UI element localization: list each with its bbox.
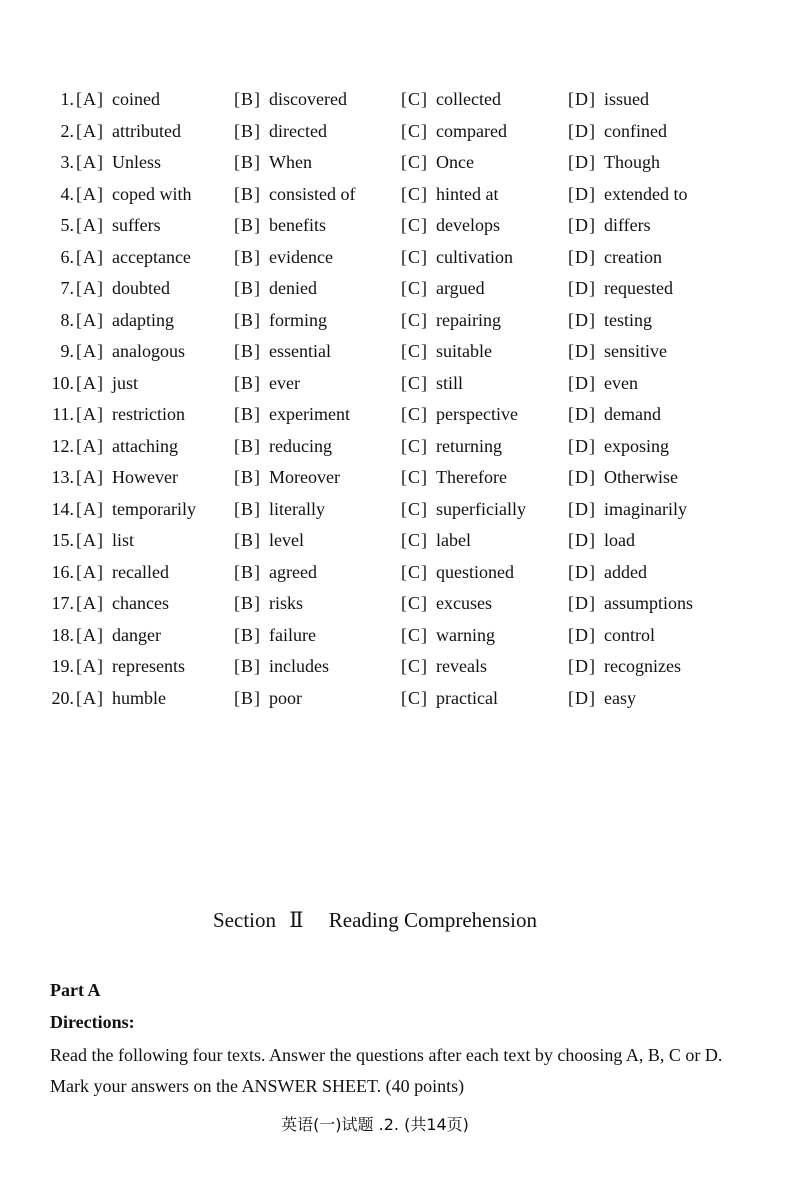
option-marker: [C] xyxy=(401,89,428,109)
part-title: Part A xyxy=(50,980,101,1000)
option-a xyxy=(76,494,196,526)
option-marker: [C] xyxy=(401,309,428,330)
option-b xyxy=(234,305,327,337)
option-marker: [A] xyxy=(76,278,104,298)
option-b xyxy=(234,651,329,683)
question-number: 9. xyxy=(60,341,74,361)
option-marker: [C] xyxy=(401,530,428,550)
option-text: confined xyxy=(604,120,667,141)
option-marker: [C] xyxy=(401,593,428,613)
option-text: Therefore xyxy=(436,467,507,487)
option-a xyxy=(76,462,178,494)
option-marker: [D] xyxy=(568,152,596,172)
question-row xyxy=(0,588,800,620)
page-footer: 英语(一)试题 .2. (共14页) xyxy=(281,1115,469,1134)
option-text: cultivation xyxy=(436,246,513,267)
option-b xyxy=(234,525,304,557)
option-marker: [B] xyxy=(234,215,261,235)
option-c xyxy=(401,651,487,683)
option-d xyxy=(568,462,678,494)
option-a xyxy=(76,431,178,463)
option-marker: [C] xyxy=(401,215,428,235)
section-title xyxy=(0,908,750,933)
option-marker: [D] xyxy=(568,530,596,550)
option-marker: [B] xyxy=(234,624,261,645)
question-number: 13. xyxy=(51,467,74,487)
option-text: perspective xyxy=(436,404,518,424)
option-a xyxy=(76,683,166,715)
option-d xyxy=(568,683,636,715)
option-text: agreed xyxy=(269,561,317,582)
question-row xyxy=(0,683,800,715)
option-c xyxy=(401,683,498,715)
option-marker: [B] xyxy=(234,341,261,361)
option-text: attaching xyxy=(112,435,178,456)
option-d xyxy=(568,305,652,337)
option-marker: [C] xyxy=(401,120,428,141)
option-text: argued xyxy=(436,278,485,298)
option-a xyxy=(76,273,170,305)
option-d xyxy=(568,588,693,620)
question-row xyxy=(0,336,800,368)
option-marker: [D] xyxy=(568,624,596,645)
option-marker: [A] xyxy=(76,152,104,172)
question-number: 20. xyxy=(51,687,74,708)
option-a xyxy=(76,336,185,368)
question-row xyxy=(0,399,800,431)
option-c xyxy=(401,336,492,368)
question-row xyxy=(0,210,800,242)
option-marker: [A] xyxy=(76,656,104,676)
option-marker: [D] xyxy=(568,278,596,298)
option-marker: [C] xyxy=(401,152,428,172)
option-c xyxy=(401,399,518,431)
option-text: literally xyxy=(269,498,325,519)
question-row xyxy=(0,273,800,305)
option-text: doubted xyxy=(112,278,170,298)
option-b xyxy=(234,557,317,589)
question-number: 4. xyxy=(60,183,74,204)
option-b xyxy=(234,336,331,368)
option-marker: [A] xyxy=(76,467,104,487)
option-text: adapting xyxy=(112,309,174,330)
option-marker: [B] xyxy=(234,120,261,141)
option-b xyxy=(234,147,312,179)
option-text: develops xyxy=(436,215,500,235)
option-c xyxy=(401,525,471,557)
option-text: easy xyxy=(604,687,636,708)
option-marker: [A] xyxy=(76,89,104,109)
option-text: evidence xyxy=(269,246,333,267)
option-text: includes xyxy=(269,656,329,676)
option-a xyxy=(76,305,174,337)
option-a xyxy=(76,588,169,620)
option-d xyxy=(568,431,669,463)
option-marker: [A] xyxy=(76,624,104,645)
option-marker: [B] xyxy=(234,593,261,613)
option-a xyxy=(76,210,161,242)
option-marker: [C] xyxy=(401,498,428,519)
option-b xyxy=(234,494,325,526)
option-marker: [A] xyxy=(76,593,104,613)
option-a xyxy=(76,179,191,211)
option-text: failure xyxy=(269,624,316,645)
option-marker: [A] xyxy=(76,341,104,361)
option-text: represents xyxy=(112,656,185,676)
option-marker: [C] xyxy=(401,183,428,204)
option-marker: [B] xyxy=(234,246,261,267)
question-number: 17. xyxy=(51,593,74,613)
option-text: benefits xyxy=(269,215,326,235)
option-marker: [A] xyxy=(76,309,104,330)
section-number: Ⅱ xyxy=(289,908,304,932)
option-marker: [C] xyxy=(401,278,428,298)
option-text: added xyxy=(604,561,647,582)
option-text: questioned xyxy=(436,561,514,582)
option-text: requested xyxy=(604,278,673,298)
option-text: list xyxy=(112,530,135,550)
question-number: 2. xyxy=(60,120,74,141)
option-text: Unless xyxy=(112,152,161,172)
option-d xyxy=(568,368,638,400)
option-c xyxy=(401,147,474,179)
option-b xyxy=(234,179,355,211)
option-marker: [B] xyxy=(234,183,261,204)
option-text: consisted of xyxy=(269,183,356,204)
option-marker: [C] xyxy=(401,435,428,456)
option-marker: [B] xyxy=(234,435,261,456)
option-text: excuses xyxy=(436,593,492,613)
option-marker: [D] xyxy=(568,183,596,204)
option-b xyxy=(234,368,300,400)
option-marker: [A] xyxy=(76,404,104,424)
option-b xyxy=(234,116,327,148)
option-c xyxy=(401,588,492,620)
option-text: collected xyxy=(436,89,501,109)
question-number: 19. xyxy=(51,656,74,676)
option-d xyxy=(568,651,681,683)
option-text: assumptions xyxy=(604,593,694,613)
option-d xyxy=(568,116,667,148)
question-number: 3. xyxy=(60,152,74,172)
option-marker: [A] xyxy=(76,246,104,267)
question-number: 6. xyxy=(60,246,74,267)
option-text: chances xyxy=(112,593,169,613)
option-marker: [A] xyxy=(76,215,104,235)
option-d xyxy=(568,494,687,526)
option-c xyxy=(401,179,498,211)
question-row xyxy=(0,242,800,274)
question-row xyxy=(0,557,800,589)
option-text: danger xyxy=(112,624,161,645)
question-number: 12. xyxy=(51,435,74,456)
question-row xyxy=(0,116,800,148)
option-text: Once xyxy=(436,152,474,172)
option-b xyxy=(234,431,332,463)
option-d xyxy=(568,242,662,274)
option-marker: [B] xyxy=(234,404,261,424)
option-c xyxy=(401,431,502,463)
section-name: Reading Comprehension xyxy=(328,908,537,932)
option-text: humble xyxy=(112,687,166,708)
question-row xyxy=(0,84,800,116)
option-b xyxy=(234,210,326,242)
option-b xyxy=(234,683,302,715)
option-text: label xyxy=(436,530,471,550)
option-marker: [A] xyxy=(76,120,104,141)
section-label: Section xyxy=(213,908,276,932)
question-row xyxy=(0,462,800,494)
option-c xyxy=(401,210,500,242)
question-row xyxy=(0,305,800,337)
option-marker: [C] xyxy=(401,341,428,361)
option-b xyxy=(234,84,347,116)
option-a xyxy=(76,368,138,400)
question-row xyxy=(0,368,800,400)
option-a xyxy=(76,242,191,274)
question-number: 5. xyxy=(60,215,74,235)
option-text: reveals xyxy=(436,656,487,676)
question-number: 8. xyxy=(60,309,74,330)
option-marker: [C] xyxy=(401,467,428,487)
question-number: 1. xyxy=(60,89,74,109)
option-text: practical xyxy=(436,687,498,708)
option-a xyxy=(76,399,185,431)
option-a xyxy=(76,147,161,179)
option-marker: [C] xyxy=(401,372,428,393)
option-text: sensitive xyxy=(604,341,667,361)
question-row xyxy=(0,179,800,211)
option-marker: [B] xyxy=(234,309,261,330)
option-marker: [B] xyxy=(234,561,261,582)
option-text: analogous xyxy=(112,341,185,361)
option-marker: [B] xyxy=(234,278,261,298)
option-marker: [A] xyxy=(76,183,104,204)
option-text: control xyxy=(604,624,655,645)
option-marker: [A] xyxy=(76,435,104,456)
option-text: acceptance xyxy=(112,246,191,267)
option-marker: [D] xyxy=(568,435,596,456)
option-c xyxy=(401,494,526,526)
option-marker: [B] xyxy=(234,656,261,676)
option-marker: [D] xyxy=(568,215,596,235)
option-c xyxy=(401,273,485,305)
option-c xyxy=(401,462,507,494)
option-text: hinted at xyxy=(436,183,499,204)
option-a xyxy=(76,525,134,557)
option-marker: [D] xyxy=(568,120,596,141)
option-b xyxy=(234,462,340,494)
option-marker: [C] xyxy=(401,246,428,267)
option-text: temporarily xyxy=(112,498,196,519)
option-b xyxy=(234,399,350,431)
option-text: repairing xyxy=(436,309,501,330)
option-marker: [D] xyxy=(568,404,596,424)
option-a xyxy=(76,620,161,652)
option-d xyxy=(568,210,651,242)
option-text: issued xyxy=(604,89,649,109)
option-text: recognizes xyxy=(604,656,681,676)
option-text: returning xyxy=(436,435,502,456)
option-b xyxy=(234,588,303,620)
question-row xyxy=(0,147,800,179)
question-number: 14. xyxy=(51,498,74,519)
option-a xyxy=(76,116,181,148)
option-text: suffers xyxy=(112,215,161,235)
option-c xyxy=(401,620,495,652)
question-number: 10. xyxy=(51,372,74,393)
option-d xyxy=(568,525,635,557)
option-marker: [B] xyxy=(234,372,261,393)
option-marker: [A] xyxy=(76,498,104,519)
option-text: discovered xyxy=(269,89,347,109)
option-text: exposing xyxy=(604,435,669,456)
option-d xyxy=(568,273,673,305)
option-marker: [B] xyxy=(234,152,261,172)
question-number: 16. xyxy=(51,561,74,582)
option-d xyxy=(568,557,647,589)
option-c xyxy=(401,368,463,400)
option-text: essential xyxy=(269,341,331,361)
option-marker: [D] xyxy=(568,372,596,393)
option-text: coined xyxy=(112,89,160,109)
option-marker: [B] xyxy=(234,89,261,109)
directions-text: Read the following four texts. Answer the questions after each text by choosing A, B, C or D. Mark your answers on the ANSWER SHEET. (40 points) xyxy=(50,1045,723,1096)
option-a xyxy=(76,84,160,116)
option-c xyxy=(401,84,501,116)
option-d xyxy=(568,336,667,368)
option-text: reducing xyxy=(269,435,332,456)
option-text: Moreover xyxy=(269,467,340,487)
option-marker: [A] xyxy=(76,530,104,550)
option-marker: [D] xyxy=(568,593,596,613)
question-number: 18. xyxy=(51,624,74,645)
option-a xyxy=(76,557,169,589)
option-text: creation xyxy=(604,246,662,267)
option-b xyxy=(234,273,317,305)
question-row xyxy=(0,620,800,652)
option-a xyxy=(76,651,185,683)
option-text: compared xyxy=(436,120,507,141)
option-c xyxy=(401,116,507,148)
option-d xyxy=(568,147,660,179)
option-marker: [B] xyxy=(234,498,261,519)
option-text: demand xyxy=(604,404,661,424)
option-marker: [B] xyxy=(234,530,261,550)
option-c xyxy=(401,242,513,274)
option-text: still xyxy=(436,372,464,393)
option-text: restriction xyxy=(112,404,185,424)
option-marker: [C] xyxy=(401,624,428,645)
option-d xyxy=(568,179,687,211)
option-marker: [D] xyxy=(568,467,596,487)
option-text: poor xyxy=(269,687,302,708)
option-b xyxy=(234,242,333,274)
option-marker: [D] xyxy=(568,309,596,330)
question-number: 11. xyxy=(52,404,74,424)
option-marker: [C] xyxy=(401,656,428,676)
option-text: Though xyxy=(604,152,660,172)
option-text: testing xyxy=(604,309,652,330)
question-list xyxy=(0,84,800,714)
option-text: coped with xyxy=(112,183,192,204)
option-d xyxy=(568,84,649,116)
directions-title: Directions: xyxy=(50,1012,135,1032)
option-text: load xyxy=(604,530,635,550)
question-number: 7. xyxy=(60,278,74,298)
option-marker: [A] xyxy=(76,372,104,393)
option-marker: [D] xyxy=(568,656,596,676)
option-c xyxy=(401,305,501,337)
question-row xyxy=(0,651,800,683)
option-marker: [A] xyxy=(76,687,104,708)
option-text: suitable xyxy=(436,341,492,361)
option-text: extended to xyxy=(604,183,688,204)
option-marker: [D] xyxy=(568,561,596,582)
option-text: superficially xyxy=(436,498,526,519)
option-text: However xyxy=(112,467,178,487)
option-text: recalled xyxy=(112,561,169,582)
option-text: just xyxy=(112,372,139,393)
option-text: imaginarily xyxy=(604,498,687,519)
option-text: forming xyxy=(269,309,327,330)
question-row xyxy=(0,525,800,557)
option-marker: [D] xyxy=(568,687,596,708)
option-marker: [A] xyxy=(76,561,104,582)
option-text: differs xyxy=(604,215,651,235)
option-text: When xyxy=(269,152,312,172)
option-marker: [C] xyxy=(401,687,428,708)
question-row xyxy=(0,431,800,463)
option-text: directed xyxy=(269,120,327,141)
option-text: level xyxy=(269,530,304,550)
option-text: experiment xyxy=(269,404,350,424)
option-text: warning xyxy=(436,624,495,645)
option-d xyxy=(568,620,655,652)
option-text: even xyxy=(604,372,638,393)
option-marker: [B] xyxy=(234,687,261,708)
option-d xyxy=(568,399,661,431)
option-text: Otherwise xyxy=(604,467,678,487)
question-row xyxy=(0,494,800,526)
option-marker: [C] xyxy=(401,404,428,424)
option-marker: [D] xyxy=(568,246,596,267)
option-text: ever xyxy=(269,372,300,393)
option-marker: [B] xyxy=(234,467,261,487)
option-marker: [D] xyxy=(568,341,596,361)
option-marker: [D] xyxy=(568,498,596,519)
option-text: attributed xyxy=(112,120,181,141)
option-marker: [D] xyxy=(568,89,596,109)
option-text: risks xyxy=(269,593,304,613)
option-marker: [C] xyxy=(401,561,428,582)
option-c xyxy=(401,557,514,589)
option-b xyxy=(234,620,316,652)
question-number: 15. xyxy=(51,530,74,550)
option-text: denied xyxy=(269,278,317,298)
